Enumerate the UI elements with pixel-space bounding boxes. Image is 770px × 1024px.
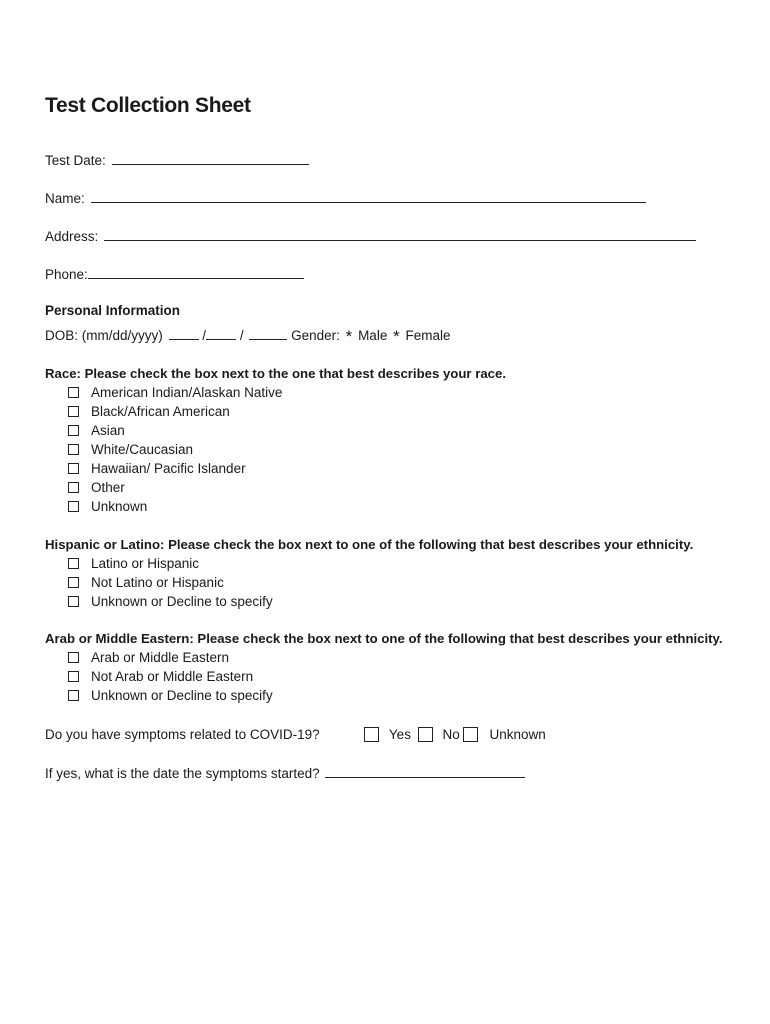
checkbox[interactable] <box>68 690 79 701</box>
page-title: Test Collection Sheet <box>45 94 251 117</box>
race-option-label: Asian <box>91 423 125 438</box>
symptoms-no-label: No <box>442 727 460 742</box>
dob-gender-row <box>45 326 451 345</box>
arab-option-label: Unknown or Decline to specify <box>91 688 273 703</box>
hispanic-option-label: Unknown or Decline to specify <box>91 594 273 609</box>
symptoms-no-checkbox[interactable] <box>418 727 433 742</box>
race-option[interactable] <box>68 422 125 440</box>
checkbox[interactable] <box>68 671 79 682</box>
race-option-label: Black/African American <box>91 404 230 419</box>
symptoms-date-question: If yes, what is the date the symptoms started? <box>45 766 320 781</box>
symptoms-yes-label: Yes <box>388 727 411 742</box>
checkbox[interactable] <box>68 558 79 569</box>
checkbox[interactable] <box>68 652 79 663</box>
hispanic-heading: Hispanic or Latino: Please check the box next to one of the following that best describes your ethnicity. <box>45 537 694 552</box>
symptoms-date-row <box>45 764 525 783</box>
dob-day-field[interactable] <box>206 326 236 340</box>
name-row <box>45 189 646 208</box>
arab-option[interactable] <box>68 687 273 705</box>
dob-month-field[interactable] <box>169 326 199 340</box>
arab-option-label: Not Arab or Middle Eastern <box>91 669 254 684</box>
gender-female-option-icon[interactable]: * <box>393 327 400 346</box>
checkbox[interactable] <box>68 577 79 588</box>
race-option-label: Hawaiian/ Pacific Islander <box>91 461 246 476</box>
address-field[interactable] <box>104 227 696 241</box>
symptoms-row <box>45 726 549 744</box>
checkbox[interactable] <box>68 444 79 455</box>
personal-info-heading: Personal Information <box>45 303 181 318</box>
gender-male-option-icon[interactable]: * <box>345 327 353 346</box>
symptoms-unknown-checkbox[interactable] <box>463 727 478 742</box>
race-option[interactable] <box>68 460 246 478</box>
dob-year-field[interactable] <box>249 326 287 340</box>
race-option[interactable] <box>68 479 125 497</box>
phone-label: Phone: <box>45 267 88 282</box>
symptoms-unknown-label: Unknown <box>489 727 546 742</box>
race-option-label: Other <box>91 480 125 495</box>
checkbox[interactable] <box>68 406 79 417</box>
gender-male-label: Male <box>358 328 388 343</box>
name-field[interactable] <box>91 189 646 203</box>
arab-heading: Arab or Middle Eastern: Please check the box next to one of the following that best describes your ethnicity. <box>45 631 723 646</box>
race-option[interactable] <box>68 384 282 402</box>
checkbox[interactable] <box>68 463 79 474</box>
dob-separator: / <box>239 328 244 343</box>
arab-option-label: Arab or Middle Eastern <box>91 650 230 665</box>
symptoms-question: Do you have symptoms related to COVID-19? <box>45 727 320 742</box>
race-option-label: Unknown <box>91 499 148 514</box>
checkbox[interactable] <box>68 482 79 493</box>
hispanic-option-label: Latino or Hispanic <box>91 556 200 571</box>
race-option[interactable] <box>68 441 193 459</box>
arab-option[interactable] <box>68 649 229 667</box>
test-date-field[interactable] <box>112 151 309 165</box>
test-date-label: Test Date: <box>45 153 106 168</box>
test-date-row <box>45 151 309 170</box>
checkbox[interactable] <box>68 501 79 512</box>
hispanic-option[interactable] <box>68 574 224 592</box>
symptoms-yes-checkbox[interactable] <box>364 727 379 742</box>
phone-row <box>45 265 304 284</box>
race-option[interactable] <box>68 498 147 516</box>
arab-option[interactable] <box>68 668 253 686</box>
race-option-label: White/Caucasian <box>91 442 194 457</box>
checkbox[interactable] <box>68 387 79 398</box>
address-label: Address: <box>45 229 99 244</box>
checkbox[interactable] <box>68 596 79 607</box>
gender-label: Gender: <box>291 328 340 343</box>
gender-female-label: Female <box>405 328 451 343</box>
hispanic-option[interactable] <box>68 593 273 611</box>
dob-label: DOB: (mm/dd/yyyy) <box>45 328 163 343</box>
dob-separator: / <box>202 328 207 343</box>
address-row <box>45 227 696 246</box>
phone-field[interactable] <box>88 265 304 279</box>
race-option[interactable] <box>68 403 230 421</box>
race-heading: Race: Please check the box next to the one that best describes your race. <box>45 366 506 381</box>
race-option-label: American Indian/Alaskan Native <box>91 385 283 400</box>
symptoms-date-field[interactable] <box>325 764 525 778</box>
name-label: Name: <box>45 191 85 206</box>
hispanic-option[interactable] <box>68 555 199 573</box>
checkbox[interactable] <box>68 425 79 436</box>
hispanic-option-label: Not Latino or Hispanic <box>91 575 224 590</box>
